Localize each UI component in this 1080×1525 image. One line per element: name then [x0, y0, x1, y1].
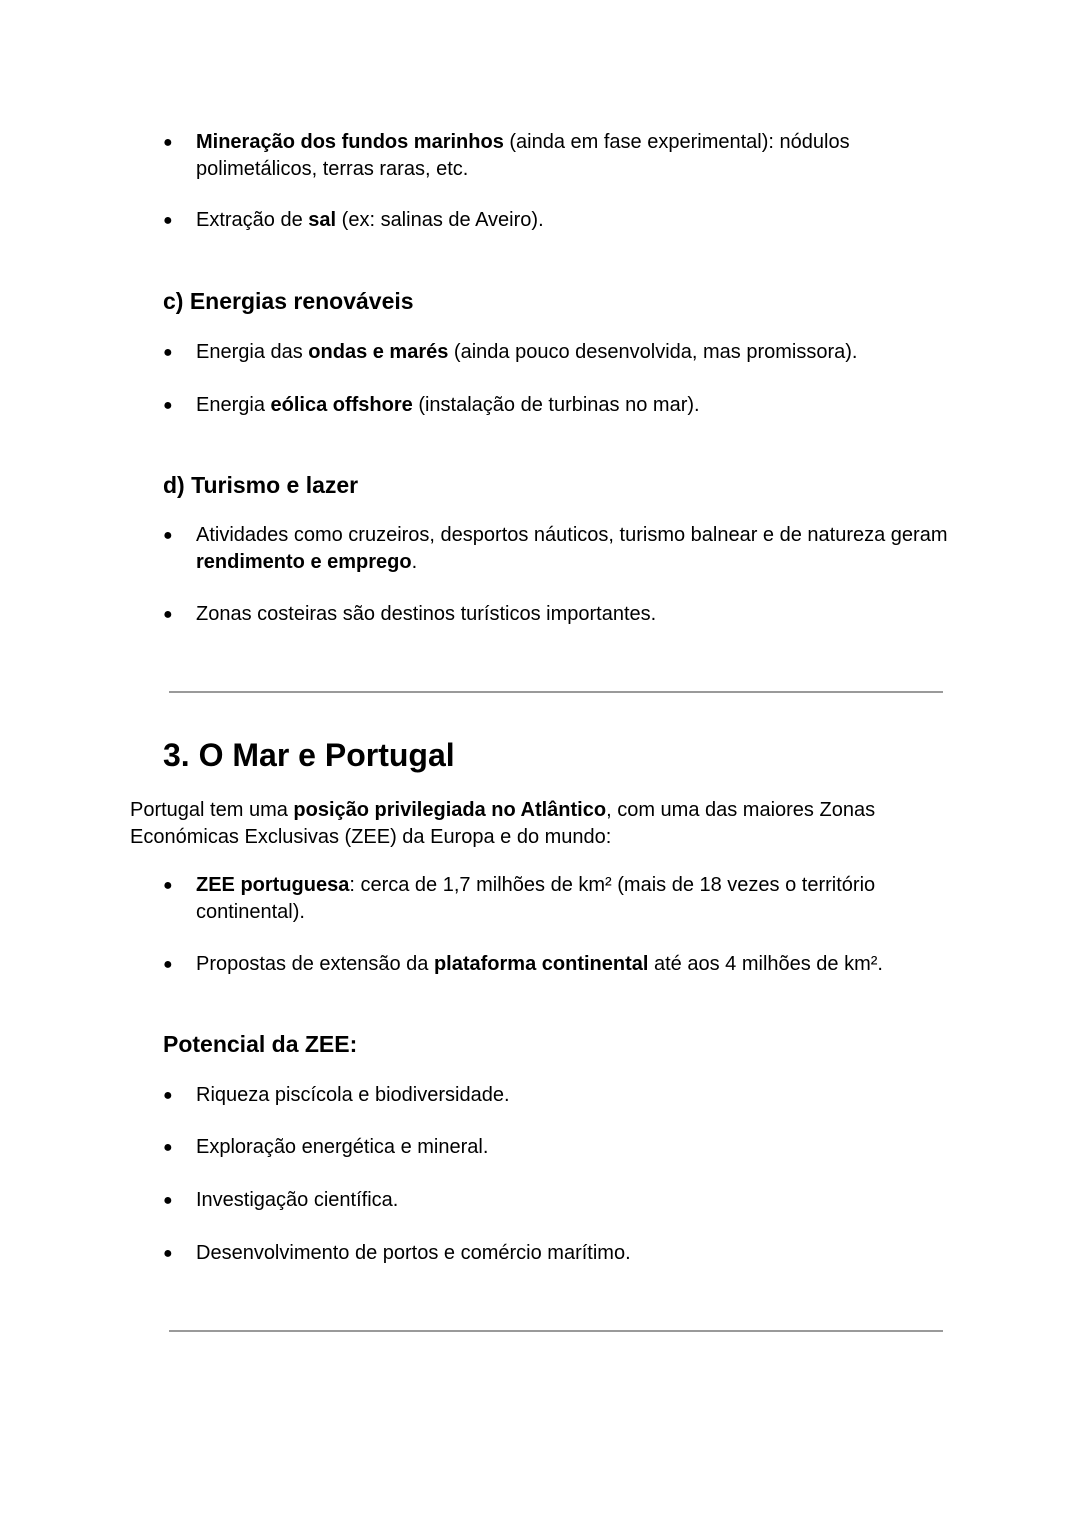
bullet-icon: ● — [163, 134, 173, 151]
list-item — [163, 207, 963, 234]
bullet-icon: ● — [163, 212, 173, 229]
list-item — [163, 1082, 963, 1109]
list-item — [163, 392, 963, 419]
list-item-text: Riqueza piscícola e biodiversidade. — [196, 1084, 510, 1106]
list-item-text: Extração de sal (ex: salinas de Aveiro). — [196, 209, 544, 231]
list-item — [163, 129, 963, 183]
divider — [169, 1330, 943, 1332]
bullet-icon: ● — [163, 344, 173, 361]
list-item — [163, 601, 963, 628]
bullet-icon: ● — [163, 1087, 173, 1104]
bullet-icon: ● — [163, 397, 173, 414]
bullet-icon: ● — [163, 1139, 173, 1156]
list-item — [163, 1240, 963, 1267]
bullet-icon: ● — [163, 527, 173, 544]
list-item — [163, 951, 963, 978]
list-item-text: Desenvolvimento de portos e comércio marítimo. — [196, 1242, 631, 1264]
list-item — [163, 872, 903, 926]
list-item — [163, 522, 953, 576]
bullet-icon: ● — [163, 1192, 173, 1209]
list-item — [163, 1187, 963, 1214]
list-item-text: Energia eólica offshore (instalação de turbinas no mar). — [196, 394, 700, 416]
section-heading: c) Energias renováveis — [163, 288, 414, 314]
list-item-text: ZEE portuguesa: cerca de 1,7 milhões de km² (mais de 18 vezes o território continental). — [196, 874, 876, 923]
section-heading: d) Turismo e lazer — [163, 472, 359, 498]
bullet-icon: ● — [163, 1245, 173, 1262]
bullet-icon: ● — [163, 956, 173, 973]
list-item-text: Energia das ondas e marés (ainda pouco desenvolvida, mas promissora). — [196, 341, 858, 363]
intro-paragraph: Portugal tem uma posição privilegiada no Atlântico, com uma das maiores Zonas Económicas Exclusivas (ZEE) da Europa e do mundo: — [130, 799, 876, 848]
divider — [169, 691, 943, 693]
list-item-text: Investigação científica. — [196, 1189, 399, 1211]
page-title: 3. O Mar e Portugal — [163, 737, 455, 773]
bullet-icon: ● — [163, 606, 173, 623]
list-item-text: Atividades como cruzeiros, desportos náuticos, turismo balnear e de natureza geram rendimento e emprego. — [196, 524, 948, 573]
list-item — [163, 339, 963, 366]
list-item — [163, 1134, 963, 1161]
bullet-icon: ● — [163, 877, 173, 894]
list-item-text: Exploração energética e mineral. — [196, 1136, 489, 1158]
list-item-text: Zonas costeiras são destinos turísticos importantes. — [196, 603, 657, 625]
list-item-text: Mineração dos fundos marinhos (ainda em fase experimental): nódulos polimetálicos, terras raras, etc. — [196, 131, 850, 180]
section-heading: Potencial da ZEE: — [163, 1031, 358, 1057]
list-item-text: Propostas de extensão da plataforma continental até aos 4 milhões de km². — [196, 953, 883, 975]
